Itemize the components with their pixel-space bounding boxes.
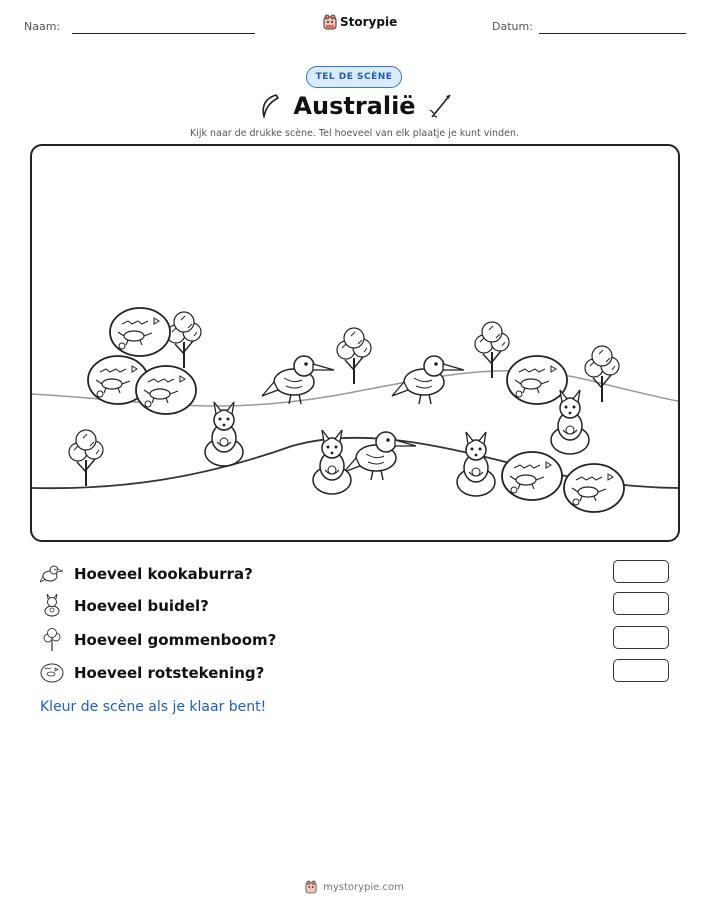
gum-tree <box>585 346 619 402</box>
spear-icon <box>428 90 456 120</box>
question-text: Hoeveel buidel? <box>74 597 209 615</box>
date-label: Datum: <box>492 20 533 33</box>
joey-pouch <box>457 432 495 496</box>
question-text: Hoeveel rotstekening? <box>74 664 265 682</box>
counting-scene <box>30 144 680 542</box>
joey-pouch <box>551 390 589 454</box>
brand-logo <box>323 14 397 30</box>
kookaburra <box>392 356 464 404</box>
answer-box-buidel[interactable] <box>613 592 669 615</box>
joey-pouch <box>205 402 243 466</box>
rock-art <box>136 366 196 414</box>
kookaburra <box>344 432 416 480</box>
joey-pouch-icon <box>40 594 64 618</box>
rock-art <box>502 452 562 500</box>
kookaburra-icon <box>40 562 64 586</box>
rock-art <box>110 308 170 356</box>
scene-illustration <box>32 146 680 542</box>
answer-box-gommenboom[interactable] <box>613 626 669 649</box>
storypie-mascot-icon <box>323 14 337 30</box>
footer <box>0 880 709 894</box>
question-text: Hoeveel gommenboom? <box>74 631 277 649</box>
name-field[interactable] <box>72 33 255 34</box>
gum-tree <box>475 322 509 378</box>
page-title: Australië <box>293 92 416 120</box>
storypie-mascot-icon <box>305 880 317 894</box>
coloring-instruction: Kleur de scène als je klaar bent! <box>40 699 267 715</box>
question-gommenboom <box>40 627 276 653</box>
activity-badge: TEL DE SCÈNE <box>306 66 402 88</box>
rock-art <box>507 356 567 404</box>
footer-url[interactable]: mystorypie.com <box>323 881 404 893</box>
brand-name: Storypie <box>340 15 398 29</box>
gum-tree <box>167 312 201 368</box>
gum-tree <box>69 430 103 486</box>
date-field[interactable] <box>539 33 686 34</box>
rock-art <box>564 464 624 512</box>
question-rotstekening <box>40 660 264 686</box>
rock-art-icon <box>40 661 64 685</box>
answer-box-rotstekening[interactable] <box>613 659 669 682</box>
question-text: Hoeveel kookaburra? <box>74 565 253 583</box>
question-buidel <box>40 593 209 619</box>
gum-tree <box>337 328 371 384</box>
answer-box-kookaburra[interactable] <box>613 560 669 583</box>
gum-tree-icon <box>40 628 64 652</box>
name-label: Naam: <box>24 20 61 33</box>
instructions: Kijk naar de drukke scène. Tel hoeveel van elk plaatje je kunt vinden. <box>190 128 519 139</box>
question-kookaburra <box>40 561 253 587</box>
